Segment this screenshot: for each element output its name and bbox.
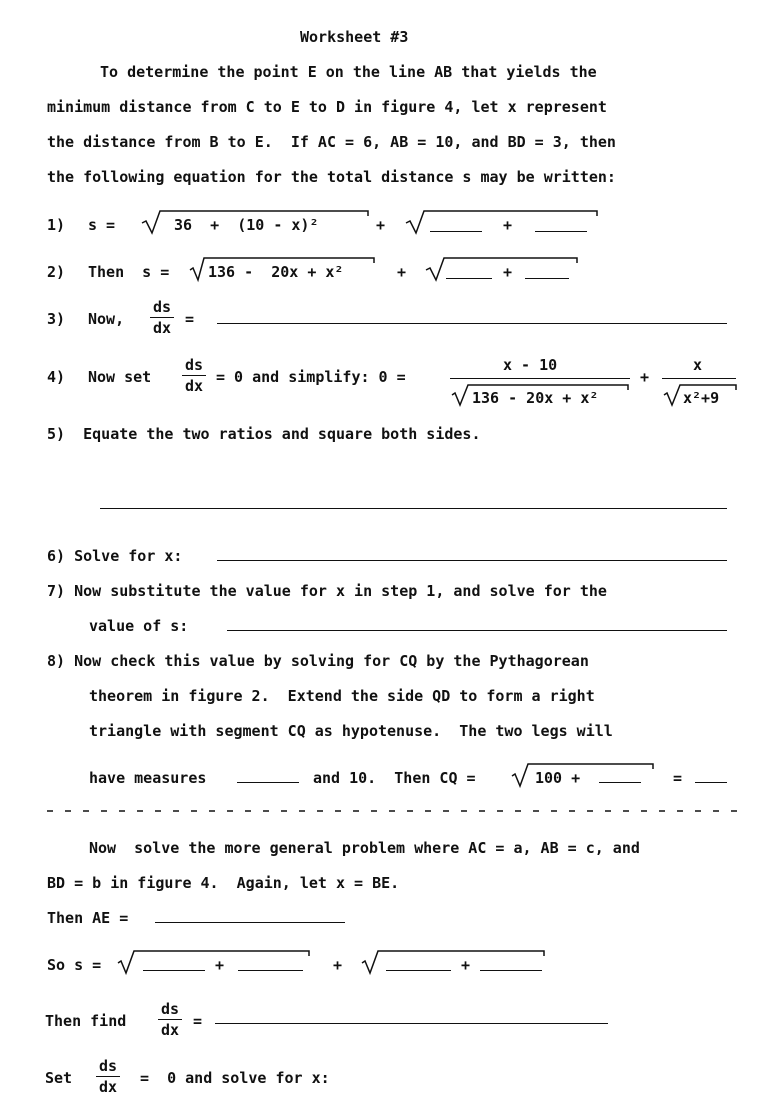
general-line-2: BD = b in figure 4. Again, let x = BE.	[47, 874, 400, 892]
intro-line-2: minimum distance from C to E to D in figure 4, let x represent	[47, 98, 607, 116]
step-5-text: 5) Equate the two ratios and square both sides.	[47, 425, 481, 443]
step-4-fraction-1-num: x - 10	[503, 356, 558, 374]
step-4-fraction-2-den: x²+9	[683, 389, 720, 407]
step-7-answer-blank[interactable]	[227, 630, 727, 631]
general-ae-label: Then AE =	[47, 909, 129, 927]
general-set-derivative-num: ds	[98, 1057, 118, 1075]
general-line-1: Now solve the more general problem where AC = a, AB = c, and	[89, 839, 640, 857]
general-s-label: So s =	[47, 956, 102, 974]
step-4-derivative-den: dx	[184, 377, 204, 395]
step-1-lhs: s =	[88, 216, 116, 234]
general-sqrt-sign-2	[360, 948, 546, 976]
general-then-find-equals: =	[193, 1012, 203, 1030]
step-2-radicand: 136 - 20x + x²	[208, 263, 344, 281]
section-divider	[47, 808, 737, 814]
step-8-result-blank[interactable]	[695, 782, 727, 783]
step-3-derivative-den: dx	[152, 319, 172, 337]
step-4-fraction-2-bar	[662, 378, 736, 379]
general-set-derivative-den: dx	[98, 1078, 118, 1096]
step-2-blank-b[interactable]	[525, 278, 569, 279]
general-set-derivative	[96, 1057, 120, 1096]
step-6-text: 6) Solve for x:	[47, 547, 183, 565]
step-8-line-4b: and 10. Then CQ =	[313, 769, 476, 787]
step-8-line-2: theorem in figure 2. Extend the side QD to form a right	[89, 687, 595, 705]
step-4-number: 4)	[47, 368, 66, 386]
general-set-label: Set	[45, 1069, 73, 1087]
step-4-fraction-2-num: x	[693, 356, 703, 374]
step-4-fraction-1-bar	[450, 378, 630, 379]
intro-line-4: the following equation for the total distance s may be written:	[47, 168, 616, 186]
general-blank-4[interactable]	[480, 970, 542, 971]
general-derivative	[158, 1000, 182, 1039]
step-3-number: 3)	[47, 310, 66, 328]
step-8-leg-blank[interactable]	[237, 782, 299, 783]
step-3-derivative	[150, 298, 174, 337]
step-8-line-4a: have measures	[89, 769, 207, 787]
general-derivative-num: ds	[160, 1000, 180, 1018]
step-5-answer-blank[interactable]	[100, 508, 727, 509]
step-4-plus: +	[640, 368, 650, 386]
step-4-lhs: Now set	[88, 368, 152, 386]
general-blank-3[interactable]	[386, 970, 451, 971]
step-2-lhs: Then s =	[88, 263, 170, 281]
general-blank-2[interactable]	[238, 970, 303, 971]
step-8-line-3: triangle with segment CQ as hypotenuse. The two legs will	[89, 722, 613, 740]
general-derivative-den: dx	[160, 1021, 180, 1039]
worksheet-title: Worksheet #3	[300, 28, 409, 46]
step-3-equals: =	[185, 310, 195, 328]
step-8-equals: =	[673, 769, 683, 787]
step-1-plus-2: +	[503, 216, 513, 234]
step-8-line-1: 8) Now check this value by solving for CQ by the Pythagorean	[47, 652, 589, 670]
intro-line-3: the distance from B to E. If AC = 6, AB = 10, and BD = 3, then	[47, 133, 616, 151]
step-4-derivative	[182, 356, 206, 395]
general-derivative-blank[interactable]	[215, 1023, 608, 1024]
general-set-rest: = 0 and solve for x:	[140, 1069, 330, 1087]
general-plus-1: +	[215, 956, 225, 974]
step-7-line-1: 7) Now substitute the value for x in step 1, and solve for the	[47, 582, 607, 600]
step-3-answer-blank[interactable]	[217, 323, 727, 324]
step-3-derivative-num: ds	[152, 298, 172, 316]
general-blank-1[interactable]	[143, 970, 205, 971]
general-then-find: Then find	[45, 1012, 127, 1030]
step-2-plus: +	[397, 263, 407, 281]
general-sqrt-sign-1	[116, 948, 311, 976]
step-1-radicand: 36 + (10 - x)²	[174, 216, 319, 234]
step-3-lhs: Now,	[88, 310, 125, 328]
step-1-plus: +	[376, 216, 386, 234]
step-4-mid-text: = 0 and simplify: 0 =	[216, 368, 406, 386]
step-7-line-2: value of s:	[89, 617, 189, 635]
step-1-blank-b[interactable]	[535, 231, 587, 232]
general-plus-2: +	[333, 956, 343, 974]
step-2-number: 2)	[47, 263, 66, 281]
intro-line-1: To determine the point E on the line AB that yields the	[100, 63, 597, 81]
step-4-derivative-num: ds	[184, 356, 204, 374]
step-2-plus-2: +	[503, 263, 513, 281]
step-8-sqrt-sign	[510, 761, 655, 789]
general-plus-3: +	[461, 956, 471, 974]
step-2-blank-a[interactable]	[446, 278, 492, 279]
general-ae-blank[interactable]	[155, 922, 345, 923]
step-4-fraction-1-den: 136 - 20x + x²	[472, 389, 599, 407]
step-1-blank-a[interactable]	[430, 231, 482, 232]
step-8-radicand: 100 +	[535, 769, 581, 787]
step-1-number: 1)	[47, 216, 66, 234]
step-8-radicand-blank[interactable]	[599, 782, 641, 783]
step-6-answer-blank[interactable]	[217, 560, 727, 561]
